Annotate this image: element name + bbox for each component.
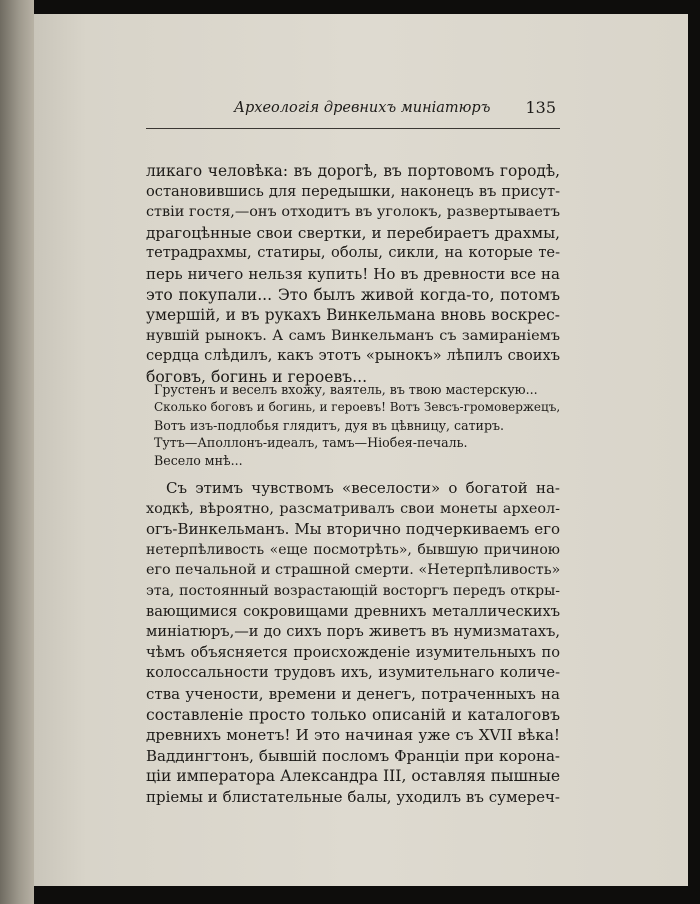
left-page-edge [0, 0, 34, 904]
text-line: его печальной и страшной смерти. «Нетерпѣливость» [146, 562, 561, 579]
text-line: чѣмъ объясняется происхожденіе изумительныхъ по [146, 643, 560, 661]
verse-line: Вотъ изъ-подлобья глядитъ, дуя въ цѣвницу, сатиръ. [154, 417, 505, 433]
text-line: умершій, и въ рукахъ Винкельмана вновь воскрес- [146, 306, 560, 325]
book-page [34, 14, 688, 886]
paragraph-1 [146, 161, 560, 388]
text-line: ціи императора Александра III, оставляя пышные [146, 767, 561, 786]
text-line: сердца слѣдилъ, какъ этотъ «рынокъ» лѣпилъ своихъ [146, 347, 560, 365]
verse-quote [154, 381, 564, 470]
text-line: Съ этимъ чувствомъ «веселости» о богатой на- [166, 479, 560, 497]
paragraph-2 [146, 478, 560, 808]
verse-line: Весело мнѣ... [154, 453, 243, 469]
running-title: Археологія древнихъ миніатюръ [234, 100, 491, 116]
verse-line: Тутъ—Аполлонъ-идеалъ, тамъ—Ніобея-печаль. [154, 435, 468, 451]
text-line: тетрадрахмы, статиры, оболы, сикли, на которые те- [146, 244, 560, 262]
text-line: ликаго человѣка: въ дорогѣ, въ портовомъ городѣ, [146, 162, 560, 180]
text-line: древнихъ монетъ! И это начиная уже съ XVII вѣка! [146, 726, 560, 745]
text-line: нувшій рынокъ. А самъ Винкельманъ съ замираніемъ [146, 327, 560, 344]
text-line: драгоцѣнные свои свертки, и перебираетъ драхмы, [146, 223, 560, 242]
text-line: ства учености, времени и денегъ, потраченныхъ на [146, 684, 560, 703]
verse-line: Сколько боговъ и богинь, и героевъ! Вотъ Зевсъ-громовержецъ, [154, 399, 561, 414]
verse-line: Грустенъ и веселъ вхожу, ваятель, въ твою мастерскую... [154, 382, 538, 397]
text-line: ходкѣ, вѣроятно, разсматривалъ свои монеты археол- [146, 500, 560, 517]
text-line: нетерпѣливость «еще посмотрѣть», бывшую причиною [146, 541, 560, 558]
text-line: остановившись для передышки, наконецъ въ присут- [146, 182, 560, 200]
text-line: колоссальности трудовъ ихъ, изумительнаго количе- [146, 664, 560, 682]
text-line: эта, постоянный возрастающій восторгъ передъ откры- [146, 582, 560, 599]
text-line: пріемы и блистательные балы, уходилъ въ сумереч- [146, 787, 560, 806]
text-line: ствіи гостя,—онъ отходитъ въ уголокъ, развертываетъ [146, 204, 560, 221]
text-line: вающимися сокровищами древнихъ металлическихъ [146, 602, 560, 620]
page-number: 135 [525, 98, 556, 117]
text-line: перь ничего нельзя купить! Но въ древности все на [146, 264, 560, 283]
text-line: боговъ, богинь и героевъ... [146, 367, 368, 386]
text-line: Ваддингтонъ, бывшій посломъ Франціи при корона- [146, 746, 560, 765]
page-header [146, 100, 560, 129]
text-line: составленіе просто только описаній и каталоговъ [146, 705, 560, 724]
text-line: это покупали... Это былъ живой когда-то, потомъ [146, 285, 560, 304]
text-line: огъ-Винкельманъ. Мы вторично подчеркиваемъ его [146, 520, 560, 539]
text-line: миніатюръ,—и до сихъ поръ живетъ въ нумизматахъ, [146, 623, 560, 641]
